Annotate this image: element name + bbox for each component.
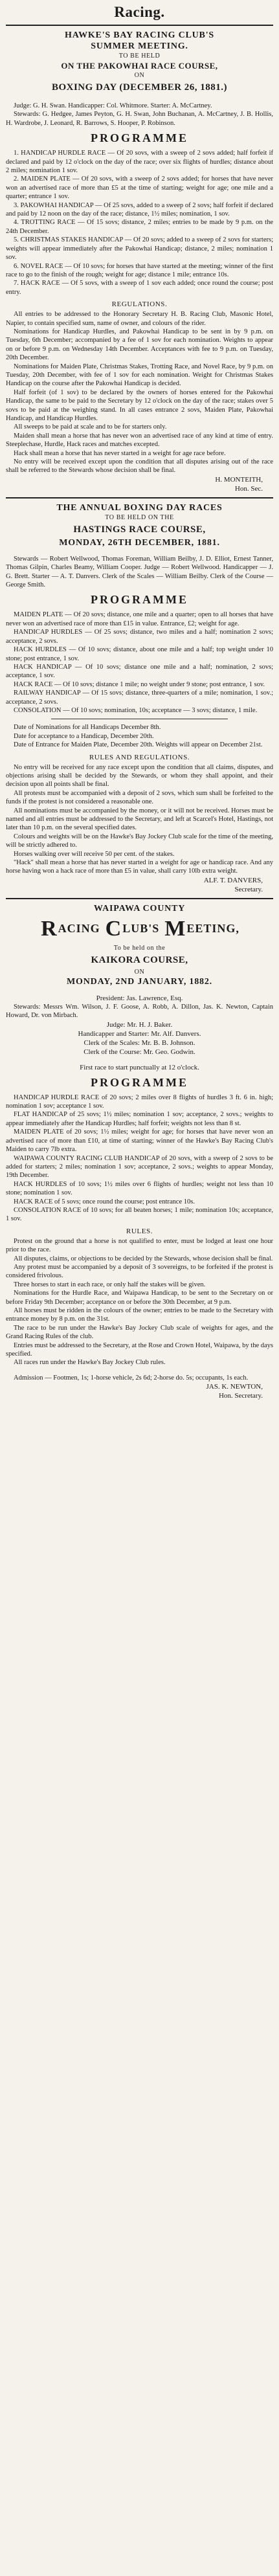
race-item: 7. HACK RACE — Of 5 sovs, with a sweep of 1 sov each added; once round the course; post entry.: [6, 280, 273, 296]
held-line: TO BE HELD ON THE: [105, 513, 174, 521]
held-line: TO BE HELD: [118, 52, 161, 60]
race-item: HACK HURDLES of 10 sovs; 1½ miles over 6 flights of hurdles; weight not less than 10 stone; nomination 1 sov.: [6, 1180, 273, 1197]
county-name: WAIPAWA COUNTY: [93, 903, 186, 913]
regulation-item: Maiden shall mean a horse that has never won an advertised race of any kind at time of entry. Steeplechase, Hurdle, Hack races and matches excepted.: [6, 432, 273, 449]
officials-line: Stewards — Robert Wellwood, Thomas Foreman, William Beilby, J. D. Elliot, Ernest Tanner, Thomas Gilpin, Charles Beamy, William Cooper. Judge — Robert Wellwood. Handicapper — J. G. Brett. Starter — A. T. Danvers. Clerk of the Scales — William Beilby. Clerk of the Course — George Smith.: [6, 555, 273, 589]
race-item: HACK HURDLES — Of 10 sovs; distance, about one mile and a half; top weight under 10 stone; post entrance, 1 sov.: [6, 646, 273, 662]
officials-line: Judge: Mr. H. J. Baker.: [106, 1020, 173, 1029]
programme-heading: PROGRAMME: [91, 1075, 188, 1089]
race-item: WAIPAWA COUNTY RACING CLUB HANDICAP of 20 sovs, with a sweep of 2 sovs to be added for starters; 2 miles; nomination 1 sov; acceptance, 2 sovs.; weights to appear Monday, 19th December.: [6, 1154, 273, 1180]
rule-item: Horses walking over will receive 50 per cent. of the stakes.: [14, 850, 175, 858]
course-name: ON THE PAKOWHAI RACE COURSE,: [61, 61, 218, 71]
officials-line: Handicapper and Starter: Mr. Alf. Danvers.: [78, 1029, 201, 1038]
regulation-item: Nominations for Handicap Hurdles, and Pakowhai Handicap to be sent in by 9 p.m. on Tuesday, 6th December; accompanied by a fee of 1 sov for each nomination. Weights to appear on or before 9 p.m. on Wednesday 14th December. Acceptances with fee to 9 p.m. on Tuesday, 20th December.: [6, 328, 273, 362]
rule-item: All horses must be ridden in the colours of the owner; entries to be made to the Secretary with entrance money by 8 p.m. on the 31st.: [6, 1307, 273, 1323]
officials-line: Judge: G. H. Swan. Handicapper: Col. Whitmore. Starter: A. McCartney.: [14, 102, 212, 109]
held-line: To be held on the: [113, 944, 166, 952]
signature-role: Hon. Sec.: [234, 484, 263, 493]
regulation-item: Half forfeit (of 1 sov) to be declared by the owners of horses entered for the Pakowhai Handicap, the same to be paid to the Secretary by 12 o'clock on the day of the race; stakes over 5 sovs to be paid at the weighing stand. In all cases entrance 2 sovs, Maiden Plate, Pakowhai Handicap, and Handicap Hurdles.: [6, 388, 273, 422]
race-item: 1. HANDICAP HURDLE RACE — Of 20 sovs, with a sweep of 2 sovs added; half forfeit if declared and paid by 12 o'clock on the day of the race; over six flights of hurdles; distance about 2 miles; nomination 1 sov.: [6, 150, 273, 175]
regulation-item: All entries to be addressed to the Honorary Secretary H. B. Racing Club, Masonic Hotel, Napier, to contain specified sum, name of owner, and colours of the rider.: [6, 311, 273, 327]
meeting-title-block: [6, 918, 273, 940]
race-item: 3. PAKOWHAI HANDICAP — Of 25 sovs, added to a sweep of 2 sovs; half forfeit if declared and paid by 12 noon on the day of the race; distance, 1½ miles; nomination, 1 sov.: [6, 201, 273, 218]
rule-item: Nominations for the Hurdle Race, and Waipawa Handicap, to be sent to the Secretary on or before Friday 9th December; acceptance on or before the 30th December, at 9 p.m.: [6, 1290, 273, 1306]
race-item: RAILWAY HANDICAP — Of 15 sovs; distance, three-quarters of a mile; nomination, 1 sov.; acceptance, 2 sovs.: [6, 689, 273, 706]
signature: H. MONTEITH,: [215, 475, 263, 484]
meeting-date: MONDAY, 26TH DECEMBER, 1881.: [59, 537, 220, 548]
signature: JAS. K. NEWTON,: [206, 1383, 263, 1391]
rule-item: Three horses to start in each race, or only half the stakes will be given.: [14, 1281, 206, 1288]
rule-item: Protest on the ground that a horse is not qualified to enter, must be lodged at least one hour prior to the race.: [6, 1237, 273, 1254]
newspaper-page: [6, 0, 273, 1400]
race-item: 5. CHRISTMAS STAKES HANDICAP — Of 20 sovs; added to a sweep of 2 sovs for starters; weights will appear immediately after the Pakowhai Handicap; distance, 2 miles; nomination 1 sov.: [6, 236, 273, 262]
rules-heading: RULES AND REGULATIONS.: [89, 753, 190, 761]
meeting-title: THE ANNUAL BOXING DAY RACES: [56, 502, 223, 513]
rule-item: Colours and weights will be on the Hawke's Bay Jockey Club scale for the time of the meeting, will be strictly adhered to.: [6, 833, 273, 849]
start-time-note: First race to start punctually at 12 o'clock.: [80, 1063, 199, 1071]
regulation-item: All sweeps to be paid at scale and to be for starters only.: [14, 423, 167, 431]
on-line: ON: [134, 72, 145, 79]
divider: [6, 497, 273, 498]
signature: ALF. T. DANVERS,: [203, 876, 263, 884]
hawkes-bay-advertisement: [6, 30, 273, 493]
race-item: MAIDEN PLATE of 20 sovs; 1½ miles; weight for age; for horses that have never won an advertised race of more than £10, at time of starting; winner of the Hawke's Bay Racing Club's Maiden to carry 7lb extra.: [6, 1128, 273, 1154]
signature-role: Hon. Secretary.: [218, 1392, 263, 1400]
rule-item: "Hack" shall mean a horse that has never started in a weight for age or handicap race. And any horse having won a hack race of more than £5 in value, shall carry 10lb extra weight.: [6, 859, 273, 875]
meeting-date: MONDAY, 2ND JANUARY, 1882.: [67, 976, 212, 987]
initial-m: M: [164, 916, 186, 941]
race-item: HACK RACE — Of 10 sovs; distance 1 mile; no weight under 9 stone; post entrance, 1 sov.: [14, 680, 265, 688]
initial-c: C: [105, 916, 122, 941]
race-item: HACK RACE of 5 sovs; once round the course; post entrance 10s.: [14, 1198, 195, 1205]
race-item: HANDICAP HURDLES — Of 25 sovs; distance, two miles and a half; nomination 2 sovs; acceptance, 2 sovs.: [6, 629, 273, 645]
race-item: HACK HANDICAP — Of 10 sovs; distance one mile and a half; nomination, 2 sovs; acceptance, 1 sov.: [6, 663, 273, 680]
divider: [6, 898, 273, 899]
regulation-item: Nominations for Maiden Plate, Christmas Stakes, Trotting Race, and Novel Race, by 9 p.m. on Tuesday, 20th December, with fee of 1 sov for each nomination. Weight for Christmas Stakes Handicap on the course after the Pakowhai Handicap is decided.: [6, 363, 273, 388]
rule-item: All races run under the Hawke's Bay Jockey Club rules.: [14, 1359, 166, 1367]
club-name: HAWKE'S BAY RACING CLUB'S: [65, 30, 214, 40]
date-item: Date of Nominations for all Handicaps December 8th.: [14, 724, 161, 732]
officials-line: Clerk of the Course: Mr. Geo. Godwin.: [84, 1047, 195, 1056]
admission-note: Admission — Footmen, 1s; 1-horse vehicle, 2s 6d; 2-horse do. 5s; occupants, 1s each.: [14, 1374, 249, 1382]
regulations-heading: REGULATIONS.: [111, 300, 168, 309]
race-item: MAIDEN PLATE — Of 20 sovs; distance, one mile and a quarter; open to all horses that have never won an advertised race of more than £15 in value. Entrance, £2; weight for age.: [6, 611, 273, 627]
date-item: Date for acceptance to a Handicap, December 20th.: [14, 732, 154, 740]
regulation-item: No entry will be received except upon the condition that all disputes arising out of the race shall be referred to the Stewards whose decision shall be final.: [6, 458, 273, 475]
rule-item: Entries must be addressed to the Secretary, at the Rose and Crown Hotel, Waipawa, by the days specified.: [6, 1341, 273, 1358]
date-item: Date of Entrance for Maiden Plate, December 20th. Weights will appear on December 21st.: [14, 741, 263, 749]
rule-item: Any protest must be accompanied by a deposit of 3 sovereigns, to be forfeited if the protest is considered frivolous.: [6, 1263, 273, 1280]
on-line: ON: [134, 968, 145, 976]
officials-line: Stewards: G. Hedgee, James Peyton, G. H. Swan, John Buchanan, A. McCartney, J. B. Hollis, H. Wardrobe, J. Leonard, R. Barrows, S. Hooper, P. Robinson.: [6, 111, 273, 127]
meeting-date: BOXING DAY (DECEMBER 26, 1881.): [51, 82, 228, 93]
race-item: CONSOLATION RACE of 10 sovs; for all beaten horses; 1 mile; nomination 10s; acceptance, 1 sov.: [6, 1206, 273, 1223]
waipawa-advertisement: [6, 903, 273, 1400]
regulation-item: Hack shall mean a horse that has never started in a weight for age race before.: [14, 449, 226, 457]
programme-heading: PROGRAMME: [91, 131, 188, 145]
racing-heading: Racing.: [114, 4, 165, 20]
meeting-title: SUMMER MEETING.: [91, 41, 188, 51]
race-item: FLAT HANDICAP of 25 sovs; 1½ miles; nomination 1 sov; acceptance, 2 sovs.; weights to appear immediately after the Handicap Hurdles; half forfeit; weights not less than 8 st.: [6, 1111, 273, 1127]
race-item: 2. MAIDEN PLATE — Of 20 sovs, with a sweep of 2 sovs added; for horses that have never won an advertised race of more than £5 at the time of starting; weight for age; one mile and a quarter; entrance 1 sov.: [6, 175, 273, 201]
race-item: CONSOLATION — Of 10 sovs; nomination, 10s; acceptance — 3 sovs; distance, 1 mile.: [14, 706, 258, 714]
race-item: 6. NOVEL RACE — Of 10 sovs; for horses that have started at the meeting; winner of the first race to go to the finish of the rough; weight for age; distance 1 mile; entrance 10s.: [6, 262, 273, 278]
rules-heading: RULES.: [126, 1227, 153, 1235]
meeting-word: EETING,: [186, 922, 240, 935]
race-item: 4. TROTTING RACE — Of 15 sovs; distance, 2 miles; entries to be made by 9 p.m. on the 24th December.: [6, 219, 273, 235]
race-item: HANDICAP HURDLE RACE of 20 sovs; 2 miles over 8 flights of hurdles 3 ft. 6 in. high; nomination 1 sov; acceptance 1 sov.: [6, 1093, 273, 1110]
rule-item: The race to be run under the Hawke's Bay Jockey Club scale of weights for ages, and the Grand Racing Rules of the club.: [6, 1324, 273, 1341]
divider: [6, 25, 273, 26]
course-name: HASTINGS RACE COURSE,: [73, 524, 206, 535]
rule-item: All protests must be accompanied with a deposit of 2 sovs, which sum shall be forfeited to the funds if the protest is not considered a reasonable one.: [6, 789, 273, 806]
rule-item: All disputes, claims, or objections to be decided by the Stewards, whose decision shall be final.: [14, 1255, 273, 1262]
officials-line: President: Jas. Lawrence, Esq.: [96, 994, 183, 1002]
rule-item: No entry will be received for any race except upon the condition that all claims, disputes, and objections arising shall be decided by the Stewards, or whom they shall appoint, and their decision upon all points shall be final.: [6, 763, 273, 789]
signature-role: Secretary.: [234, 885, 263, 893]
hastings-advertisement: [6, 502, 273, 894]
rule-item: All nominations must be accompanied by the money, or it will not be received. Horses must be named and all entries must be addressed to the Secretary, and left at Scarcel's Hotel, Hastings, not later than 10 p.m. on the several specified dates.: [6, 807, 273, 832]
officials-line: Stewards: Messrs Wm. Wilson, J. F. Goose, A. Robb, A. Dillon, Jas. K. Newton, Captain Howard, Dr. von Mirbach.: [6, 1003, 273, 1020]
course-name: KAIKORA COURSE,: [91, 954, 188, 965]
racing-word: ACING: [58, 922, 100, 935]
club-word: LUB'S: [122, 922, 160, 935]
officials-line: Clerk of the Scales: Mr. B. B. Johnson.: [84, 1038, 195, 1047]
programme-heading: PROGRAMME: [91, 593, 188, 607]
initial-r: R: [41, 916, 57, 941]
